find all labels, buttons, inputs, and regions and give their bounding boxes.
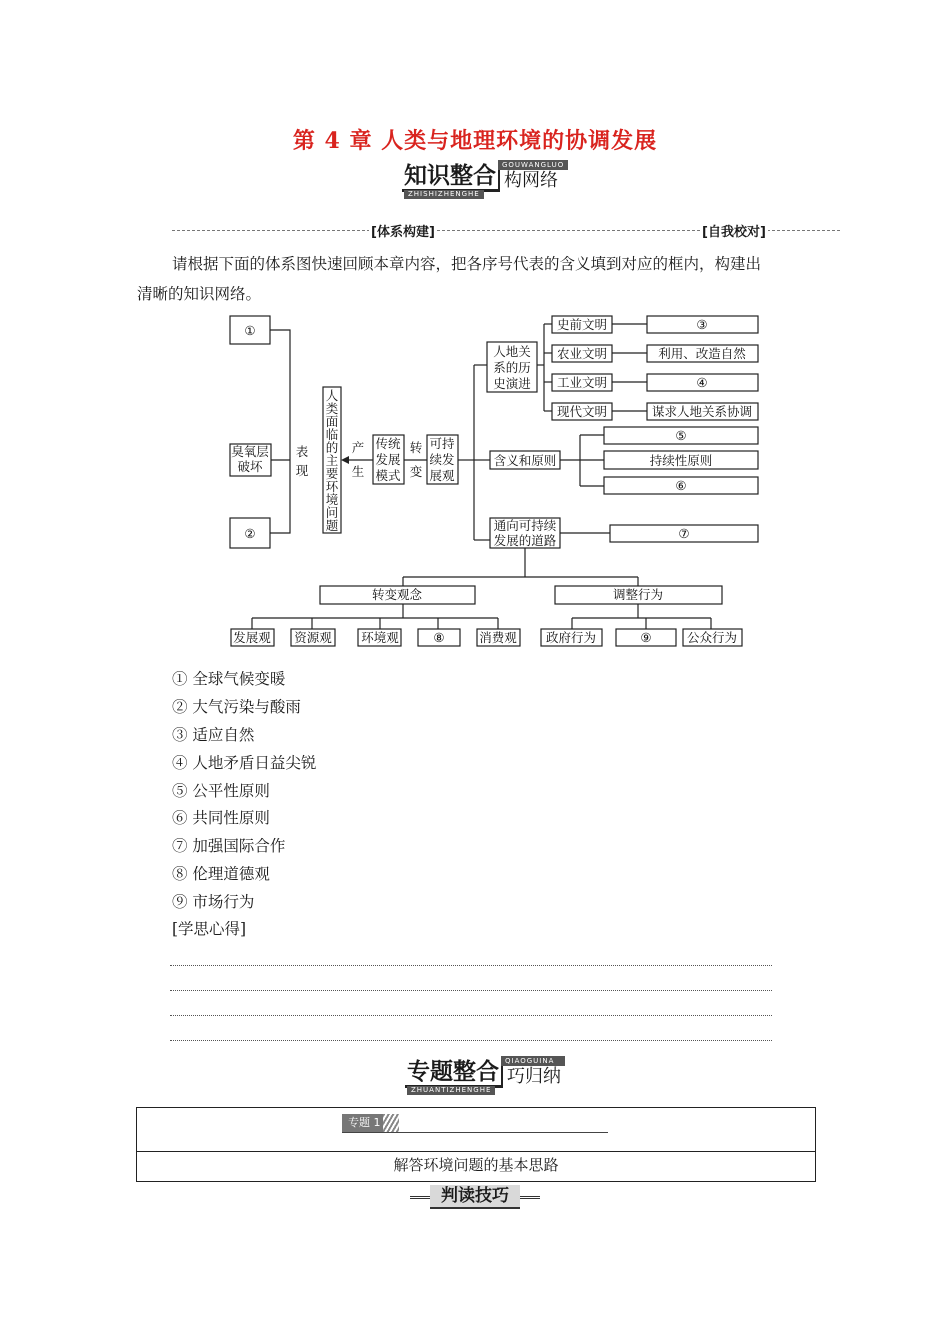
diag-traditional-1: 传统 xyxy=(375,436,401,451)
intro-line-2: 清晰的知识网络。 xyxy=(137,285,262,303)
topic-divider xyxy=(137,1151,815,1152)
reflection-label: [学思心得] xyxy=(172,920,247,938)
section-banner-topics xyxy=(405,1056,565,1088)
banner-pinyin-bottom: ZHISHIZHENGHE xyxy=(404,190,484,199)
banner-side xyxy=(501,1056,565,1088)
answer-item: ⑨ 市场行为 xyxy=(172,893,255,911)
banner-pinyin-top: QIAOGUINA xyxy=(501,1056,565,1066)
diag-concept-item: ⑧ xyxy=(433,630,445,645)
diag-problems xyxy=(326,388,339,533)
diag-sustainable-3: 展观 xyxy=(429,468,455,483)
diag-behavior-item: ⑨ xyxy=(640,630,652,645)
diag-era-result: ④ xyxy=(696,375,708,390)
diag-biaoxian-1: 表 xyxy=(295,444,309,459)
notes-line[interactable] xyxy=(170,1015,772,1016)
diag-problems-char: 临 xyxy=(325,427,339,442)
diag-problems-char: 题 xyxy=(325,518,339,533)
diag-traditional-3: 模式 xyxy=(375,468,401,483)
diag-behavior-item: 政府行为 xyxy=(545,630,597,645)
diag-era-result: 谋求人地关系协调 xyxy=(651,404,753,419)
tag-system-build: [体系构建] xyxy=(369,221,437,240)
banner-sub-text: 构网络 xyxy=(498,170,568,192)
notes-line[interactable] xyxy=(170,990,772,991)
answer-item: ② 大气污染与酸雨 xyxy=(172,698,301,716)
diag-concept-item: 消费观 xyxy=(479,630,517,645)
tag-self-check: [自我校对] xyxy=(700,221,768,240)
banner-pinyin-bottom: ZHUANTIZHENGHE xyxy=(407,1086,495,1095)
diag-chansheng-2: 生 xyxy=(351,464,365,479)
intro-line-1: 请根据下面的体系图快速回顾本章内容，把各序号代表的含义填到对应的框内，构建出 xyxy=(172,255,762,273)
answer-item: ⑦ 加强国际合作 xyxy=(172,837,286,855)
diag-history-2: 系的历 xyxy=(493,360,531,375)
diag-concept: 转变观念 xyxy=(371,587,423,602)
diag-zhuanbian-2: 变 xyxy=(409,464,423,479)
diag-ozone-2: 破坏 xyxy=(237,459,263,474)
topic-underline xyxy=(342,1132,608,1133)
diag-concept-item: 发展观 xyxy=(233,630,271,645)
topic-box xyxy=(136,1107,816,1182)
diag-zhuanbian-1: 转 xyxy=(409,440,423,455)
banner-main-text: 专题整合 xyxy=(405,1059,501,1088)
answer-item: ④ 人地矛盾日益尖锐 xyxy=(172,754,317,772)
diag-era-result: ③ xyxy=(696,317,708,332)
diag-behavior: 调整行为 xyxy=(612,587,664,602)
diag-road-1: 通向可持续 xyxy=(493,518,557,533)
diag-problems-char: 要 xyxy=(325,466,339,481)
diag-chansheng-1: 产 xyxy=(351,440,365,455)
diag-sustainable-1: 可持 xyxy=(429,436,455,451)
diag-era-result: 利用、改造自然 xyxy=(658,346,746,361)
diag-era: 现代文明 xyxy=(556,404,608,419)
chapter-title: 第 4 章 人类与地理环境的协调发展 xyxy=(292,128,658,154)
banner-sub-text: 巧归纳 xyxy=(501,1066,565,1088)
banner-pinyin-top: GOUWANGLUO xyxy=(498,160,568,170)
answer-item: ⑧ 伦理道德观 xyxy=(172,865,270,883)
diag-history-3: 史演进 xyxy=(493,376,531,391)
diag-problems-char: 主 xyxy=(325,453,339,468)
answer-item: ⑥ 共同性原则 xyxy=(172,809,270,827)
diag-problems-char: 环 xyxy=(325,479,339,494)
diag-problems-char: 类 xyxy=(325,401,339,416)
diag-biaoxian-2: 现 xyxy=(295,463,309,478)
diag-principle: ⑤ xyxy=(675,428,687,443)
diag-problems-char: 境 xyxy=(325,492,339,507)
diag-behavior-item: 公众行为 xyxy=(686,630,738,645)
diag-era: 史前文明 xyxy=(556,317,608,332)
banner-main-text: 知识整合 xyxy=(402,163,498,192)
technique-heading: 判读技巧 xyxy=(430,1185,520,1209)
topic-heading: 解答环境问题的基本思路 xyxy=(393,1156,559,1174)
diag-box-2: ② xyxy=(244,526,256,541)
diag-traditional-2: 发展 xyxy=(375,452,401,467)
answer-item: ③ 适应自然 xyxy=(172,726,255,744)
answer-item: ① 全球气候变暖 xyxy=(172,670,286,688)
diag-meaning: 含义和原则 xyxy=(493,453,557,468)
notes-line[interactable] xyxy=(170,1040,772,1041)
diag-problems-char: 面 xyxy=(325,414,339,429)
topic-label: 专题 1 xyxy=(342,1114,387,1132)
diag-road-item: ⑦ xyxy=(678,526,690,541)
diag-problems-char: 的 xyxy=(325,440,339,455)
diag-era: 农业文明 xyxy=(556,346,608,361)
diag-principle: 持续性原则 xyxy=(649,453,713,468)
diag-era: 工业文明 xyxy=(556,375,608,390)
diag-history-1: 人地关 xyxy=(493,344,531,359)
diag-ozone-1: 臭氧层 xyxy=(231,444,269,459)
diag-concept-item: 环境观 xyxy=(361,630,399,645)
knowledge-diagram xyxy=(0,0,950,660)
diag-concept-item: 资源观 xyxy=(294,630,332,645)
diag-problems-char: 问 xyxy=(325,505,339,520)
notes-line[interactable] xyxy=(170,965,772,966)
topic-stripes xyxy=(383,1114,399,1132)
diag-box-1: ① xyxy=(244,323,256,338)
diag-road-2: 发展的道路 xyxy=(493,533,557,548)
diag-sustainable-2: 续发 xyxy=(429,452,455,467)
answer-item: ⑤ 公平性原则 xyxy=(172,782,270,800)
diag-principle: ⑥ xyxy=(675,478,687,493)
diag-problems-char: 人 xyxy=(325,388,339,403)
